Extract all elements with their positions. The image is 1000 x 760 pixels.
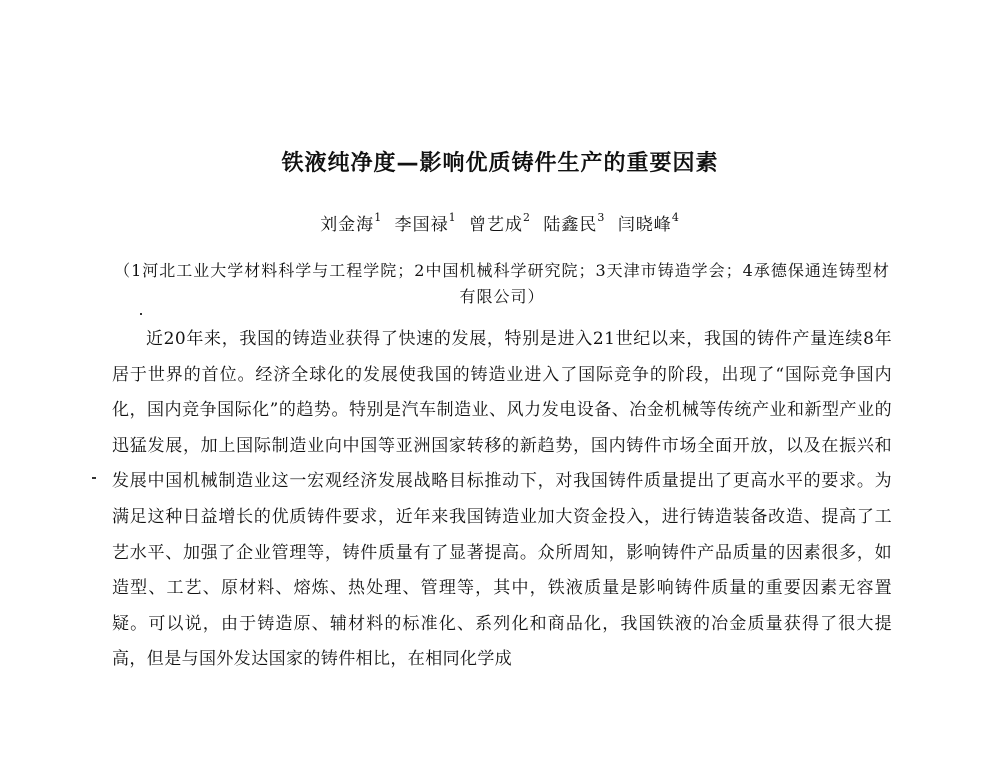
author-name: 李国禄 [394,215,449,235]
author-affiliation-number: 4 [671,211,680,225]
author-affiliation-number: 2 [523,211,531,225]
author-entry [395,210,457,235]
author-name: 刘金海 [320,215,375,235]
author-affiliation-number: 1 [448,211,457,225]
author-list [0,210,1000,235]
author-entry [543,210,605,235]
author-affiliation-number: 3 [597,211,606,225]
body-paragraph: 近20年来，我国的铸造业获得了快速的发展，特别是进入21世纪以来，我国的铸件产量连续8年居于世界的首位。经济全球化的发展使我国的铸造业进入了国际竞争的阶段，出现了“国际竞争国内化，国内竞争国际化”的趋势。特别是汽车制造业、风力发电设备、冶金机械等传统产业和新型产业的迅猛发展，加上国际制造业向中国等亚洲国家转移的新趋势，国内铸件市场全面开放，以及在振兴和发展中国机械制造业这一宏观经济发展战略目标推动下，对我国铸件质量提出了更高水平的要求。为满足这种日益增长的优质铸件要求，近年来我国铸造业加大资金投入，进行铸造装备改造、提高了工艺水平、加强了企业管理等，铸件质量有了显著提高。众所周知，影响铸件产品质量的因素很多，如造型、工艺、原材料、熔炼、热处理、管理等，其中，铁液质量是影响铸件质量的重要因素无容置疑。可以说，由于铸造原、辅材料的标准化、系列化和商品化，我国铁液的冶金质量获得了很大提高，但是与国外发达国家的铸件相比，在相同化学成 [112,329,892,670]
scan-speck [140,313,142,315]
author-affiliation-number: 1 [374,211,383,225]
author-name: 闫晓峰 [617,215,672,235]
affiliations: （1河北工业大学材料科学与工程学院；2中国机械科学研究院；3天津市铸造学会；4承德保通连铸型材有限公司） [114,261,890,306]
author-name: 陆鑫民 [543,215,598,235]
author-entry [320,210,382,235]
author-name: 曾艺成 [469,215,523,235]
author-entry [469,210,531,235]
paper-title: 铁液纯净度—影响优质铸件生产的重要因素 [281,151,719,176]
scan-speck [92,477,96,479]
author-entry [618,210,680,235]
